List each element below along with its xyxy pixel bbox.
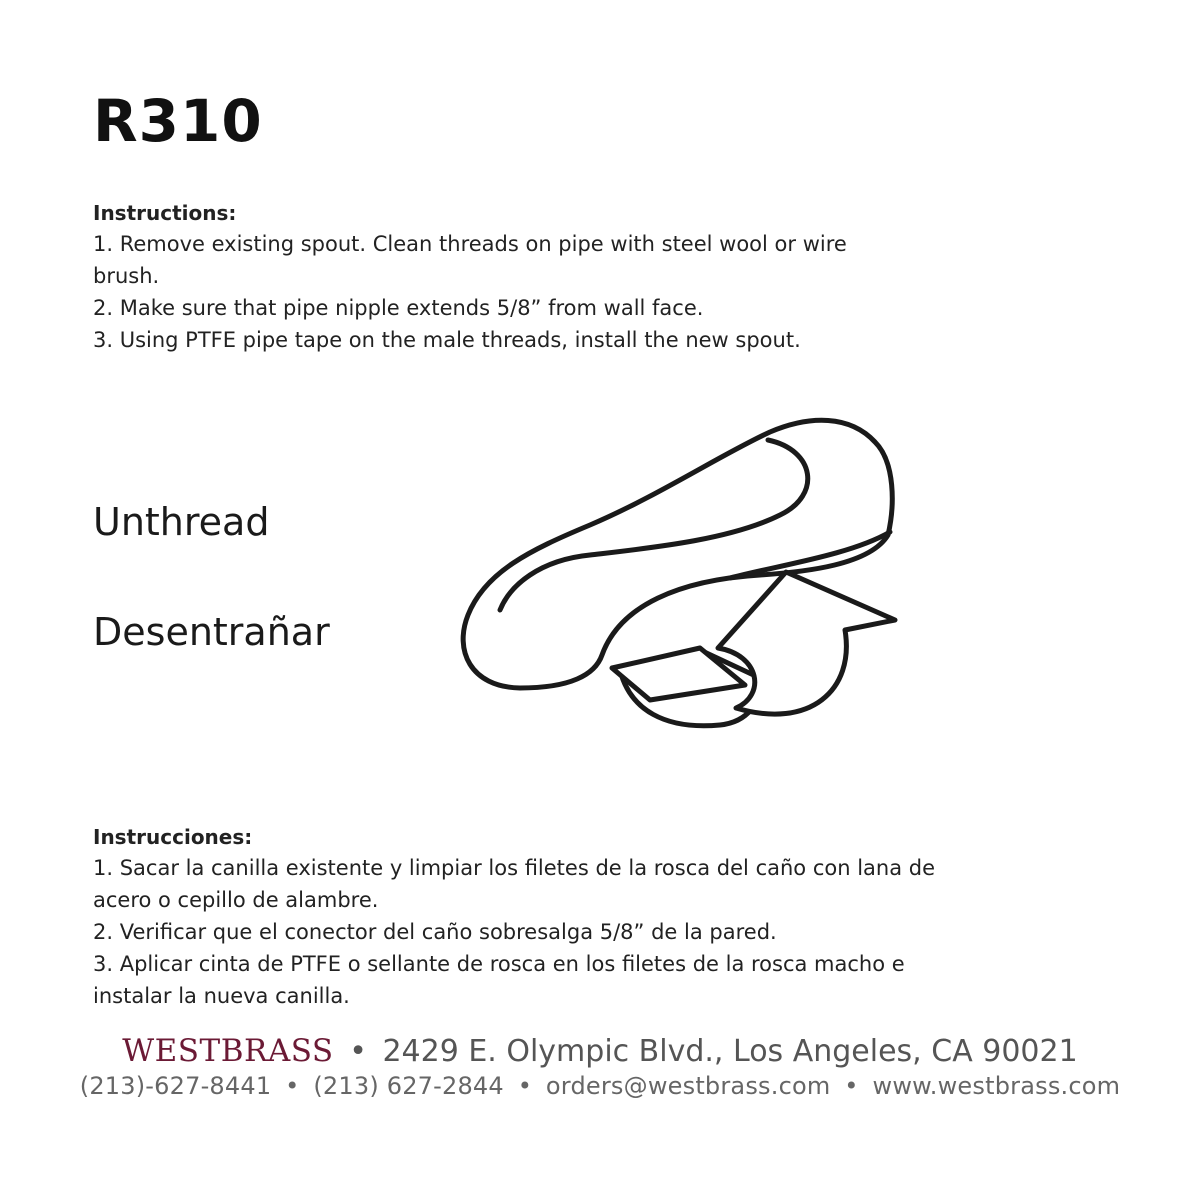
instruction-step-3: 3. Using PTFE pipe tape on the male threads, install the new spout. (93, 328, 801, 352)
instructions-spanish (93, 822, 1053, 1012)
instrucciones-heading: Instrucciones: (93, 825, 253, 849)
instrucciones-step-1: 1. Sacar la canilla existente y limpiar los filetes de la rosca del caño con lana de acero o cepillo de alambre. (93, 856, 935, 912)
footer-separator: • (517, 1072, 533, 1100)
instruction-step-2: 2. Make sure that pipe nipple extends 5/8” from wall face. (93, 296, 704, 320)
action-label-spanish: Desentrañar (93, 610, 330, 654)
footer-separator: • (844, 1072, 859, 1100)
footer-website[interactable]: www.westbrass.com (872, 1072, 1121, 1100)
action-label-english: Unthread (93, 500, 270, 544)
model-number: R310 (93, 87, 263, 155)
instrucciones-step-3: 3. Aplicar cinta de PTFE o sellante de rosca en los filetes de la rosca macho e instalar la nueva canilla. (93, 952, 905, 1008)
instruction-steps (93, 228, 893, 356)
footer-address: 2429 E. Olympic Blvd., Los Angeles, CA 90021 (382, 1034, 1078, 1069)
footer-email[interactable]: orders@westbrass.com (545, 1072, 831, 1100)
footer-separator: • (349, 1034, 367, 1069)
instruction-step-1: 1. Remove existing spout. Clean threads on pipe with steel wool or wire brush. (93, 232, 847, 288)
brand-name: WESTBRASS (122, 1033, 334, 1069)
instrucciones-steps (93, 852, 973, 1012)
footer-address-line (0, 1031, 1200, 1072)
footer-separator: • (285, 1072, 300, 1100)
instrucciones-step-2: 2. Verificar que el conector del caño sobresalga 5/8” de la pared. (93, 920, 777, 944)
instructions-heading: Instructions: (93, 201, 237, 225)
unthread-diagram (430, 400, 930, 760)
footer-fax: (213) 627-2844 (313, 1072, 504, 1100)
footer-phone: (213)-627-8441 (79, 1072, 272, 1100)
instructions-english (93, 198, 1053, 356)
footer-contact-line (0, 1069, 1200, 1103)
